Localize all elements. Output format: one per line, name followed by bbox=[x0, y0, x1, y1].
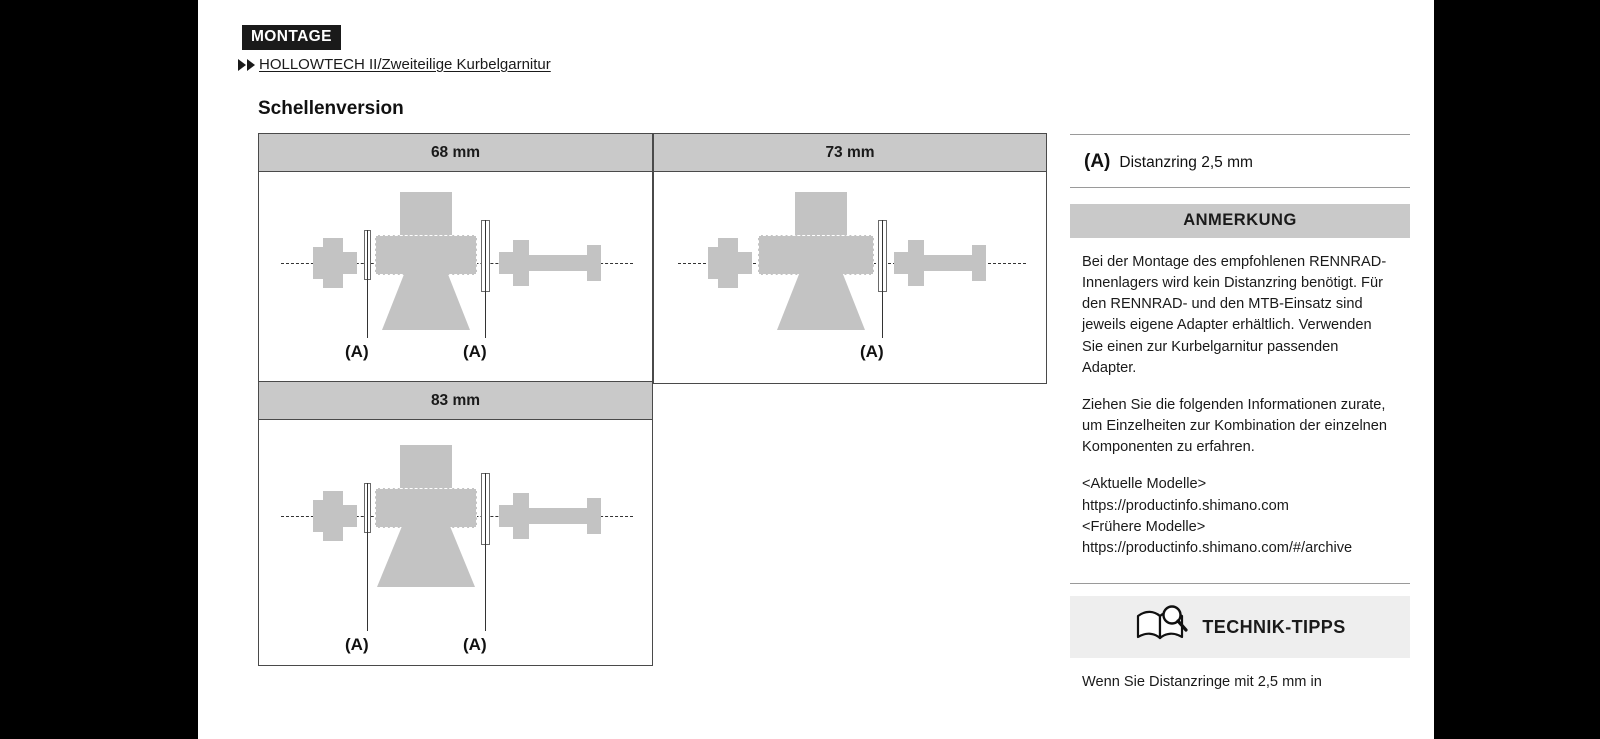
link-url-archive[interactable]: https://productinfo.shimano.com/#/archive bbox=[1082, 539, 1353, 556]
panel-83mm-title: 83 mm bbox=[259, 382, 652, 420]
ring-label-right: (A) bbox=[463, 635, 487, 654]
part-left-sleeve bbox=[343, 505, 357, 527]
part-bb-shell bbox=[375, 235, 477, 275]
part-bb-shell bbox=[375, 488, 477, 528]
ring-label-left: (A) bbox=[345, 342, 369, 361]
tips-text: Wenn Sie Distanzringe mit 2,5 mm in bbox=[1082, 674, 1322, 691]
part-left-bearing bbox=[323, 238, 343, 288]
breadcrumb-link[interactable]: HOLLOWTECH II/Zweiteilige Kurbelgarnitur bbox=[259, 56, 551, 73]
tips-title: TECHNIK-TIPPS bbox=[1202, 616, 1346, 637]
panel-73mm-title: 73 mm bbox=[654, 134, 1046, 172]
part-right-sleeve bbox=[894, 252, 908, 274]
part-left-bearing bbox=[323, 491, 343, 541]
link-url-current[interactable]: https://productinfo.shimano.com bbox=[1082, 497, 1289, 514]
breadcrumb[interactable] bbox=[238, 56, 551, 73]
part-spindle bbox=[924, 255, 972, 271]
divider-below-legend bbox=[1070, 187, 1410, 188]
part-right-sleeve bbox=[499, 505, 513, 527]
panel-73mm bbox=[653, 133, 1047, 384]
leader-line-right bbox=[485, 473, 486, 631]
leader-line-right bbox=[882, 220, 883, 338]
divider-above-tips bbox=[1070, 583, 1410, 584]
legend-row bbox=[1070, 135, 1410, 187]
page-subtitle: Schellenversion bbox=[258, 98, 404, 119]
note-header: ANMERKUNG bbox=[1070, 204, 1410, 238]
panel-83mm-diagram bbox=[259, 420, 652, 665]
document-page bbox=[198, 0, 1434, 739]
note-body bbox=[1070, 238, 1410, 569]
leader-line-left bbox=[367, 230, 368, 338]
part-spindle bbox=[529, 255, 587, 271]
link-label-current: <Aktuelle Modelle> bbox=[1082, 476, 1207, 493]
leader-line-right bbox=[485, 220, 486, 338]
legend-value: Distanzring 2,5 mm bbox=[1119, 154, 1253, 171]
note-paragraph-2: Ziehen Sie die folgenden Informationen zurate, um Einzelheiten zur Kombination der einzelnen Komponenten zu erfahren. bbox=[1082, 396, 1388, 456]
leader-line-left bbox=[367, 483, 368, 631]
note-paragraph-1: Bei der Montage des empfohlenen RENNRAD-Innenlagers wird kein Distanzring benötigt. Für den RENNRAD- und den MTB-Einsatz sind jeweils eigene Adapter erhältlich. Verwenden Sie einen zur Kurbelgarnitur passenden Adapter. bbox=[1082, 254, 1387, 376]
tips-banner bbox=[1070, 596, 1410, 658]
part-right-cap bbox=[972, 245, 986, 281]
part-left-sleeve bbox=[343, 252, 357, 274]
panel-83mm bbox=[258, 381, 653, 666]
part-right-cap bbox=[587, 245, 601, 281]
part-spindle bbox=[529, 508, 587, 524]
right-column bbox=[1070, 0, 1410, 693]
part-right-bearing bbox=[513, 240, 529, 286]
ring-label-left: (A) bbox=[345, 635, 369, 654]
part-shell-skirt bbox=[377, 525, 475, 587]
double-arrow-icon bbox=[238, 59, 255, 71]
panel-68mm bbox=[258, 133, 653, 384]
panel-68mm-diagram bbox=[259, 172, 652, 383]
note-links bbox=[1082, 474, 1394, 559]
legend-key: (A) bbox=[1084, 151, 1111, 172]
part-bb-shell bbox=[758, 235, 874, 275]
part-right-cap bbox=[587, 498, 601, 534]
part-left-cap bbox=[313, 500, 323, 532]
part-right-sleeve bbox=[499, 252, 513, 274]
part-shell-skirt bbox=[777, 272, 865, 330]
panel-68mm-title: 68 mm bbox=[259, 134, 652, 172]
part-left-cap bbox=[313, 247, 323, 279]
section-tag: MONTAGE bbox=[242, 25, 341, 50]
part-right-bearing bbox=[908, 240, 924, 286]
part-left-bearing bbox=[718, 238, 738, 288]
ring-label-right: (A) bbox=[463, 342, 487, 361]
panel-73mm-diagram bbox=[654, 172, 1046, 383]
part-right-bearing bbox=[513, 493, 529, 539]
part-shell-skirt bbox=[382, 272, 470, 330]
part-left-cap bbox=[708, 247, 718, 279]
link-label-archive: <Frühere Modelle> bbox=[1082, 518, 1206, 535]
ring-label-right: (A) bbox=[860, 342, 884, 361]
part-left-sleeve bbox=[738, 252, 752, 274]
book-magnifier-icon bbox=[1134, 604, 1190, 651]
